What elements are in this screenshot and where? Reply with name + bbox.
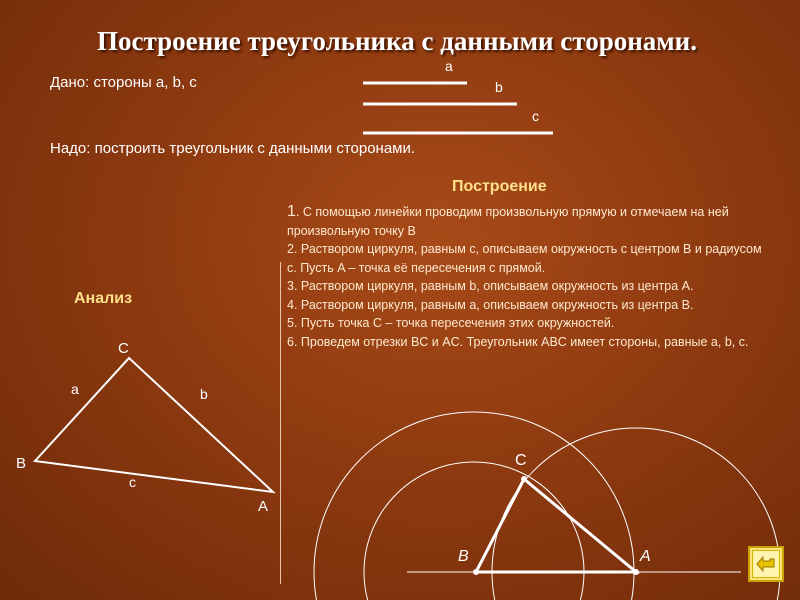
- circle-center-b-radius-a: [364, 462, 584, 600]
- construction-vertex-a: A: [640, 548, 651, 565]
- segment-c-label: c: [532, 108, 539, 124]
- return-button[interactable]: [748, 546, 784, 582]
- analysis-side-c: c: [129, 474, 136, 490]
- analysis-side-b: b: [200, 386, 208, 402]
- step-5: 5. Пусть точка C – точка пересечения этих окружностей.: [287, 316, 615, 330]
- point-b: [473, 569, 479, 575]
- construction-vertex-b: B: [458, 548, 469, 565]
- analysis-triangle: [35, 358, 273, 492]
- task-text: Надо: построить треугольник с данными сторонами.: [50, 140, 416, 157]
- segment-b-label: b: [495, 79, 503, 95]
- segment-a-label: a: [445, 58, 453, 74]
- construction-heading: Построение: [452, 178, 547, 195]
- return-arrow-icon: [752, 550, 780, 578]
- construction-triangle: [476, 479, 636, 572]
- step-6: 6. Проведем отрезки BC и AC. Треугольник ABC имеет стороны, равные a, b, c.: [287, 334, 749, 349]
- step-4: 4. Раствором циркуля, равным a, описываем окружность из центра B.: [287, 297, 694, 312]
- step-3: 3. Раствором циркуля, равным b, описываем окружность из центра A.: [287, 279, 694, 293]
- point-a: [633, 569, 639, 575]
- given-text: Дано: стороны a, b, c: [50, 74, 197, 91]
- page-title: Построение треугольника с данными сторонами.: [97, 26, 697, 56]
- step-1: 1. С помощью линейки проводим произвольную прямую и отмечаем на ней произвольную точку B: [287, 203, 729, 238]
- analysis-side-a: a: [71, 381, 79, 397]
- analysis-vertex-b: B: [16, 455, 27, 472]
- construction-vertex-c: C: [515, 452, 527, 469]
- analysis-vertex-a: A: [258, 498, 269, 515]
- analysis-vertex-c: C: [118, 340, 129, 357]
- point-c: [521, 476, 527, 482]
- analysis-heading: Анализ: [74, 290, 133, 307]
- step-2: 2. Раствором циркуля, равным c, описываем окружность с центром B и радиусом c. Пусть A – точка её пересечения с прямой.: [287, 242, 762, 275]
